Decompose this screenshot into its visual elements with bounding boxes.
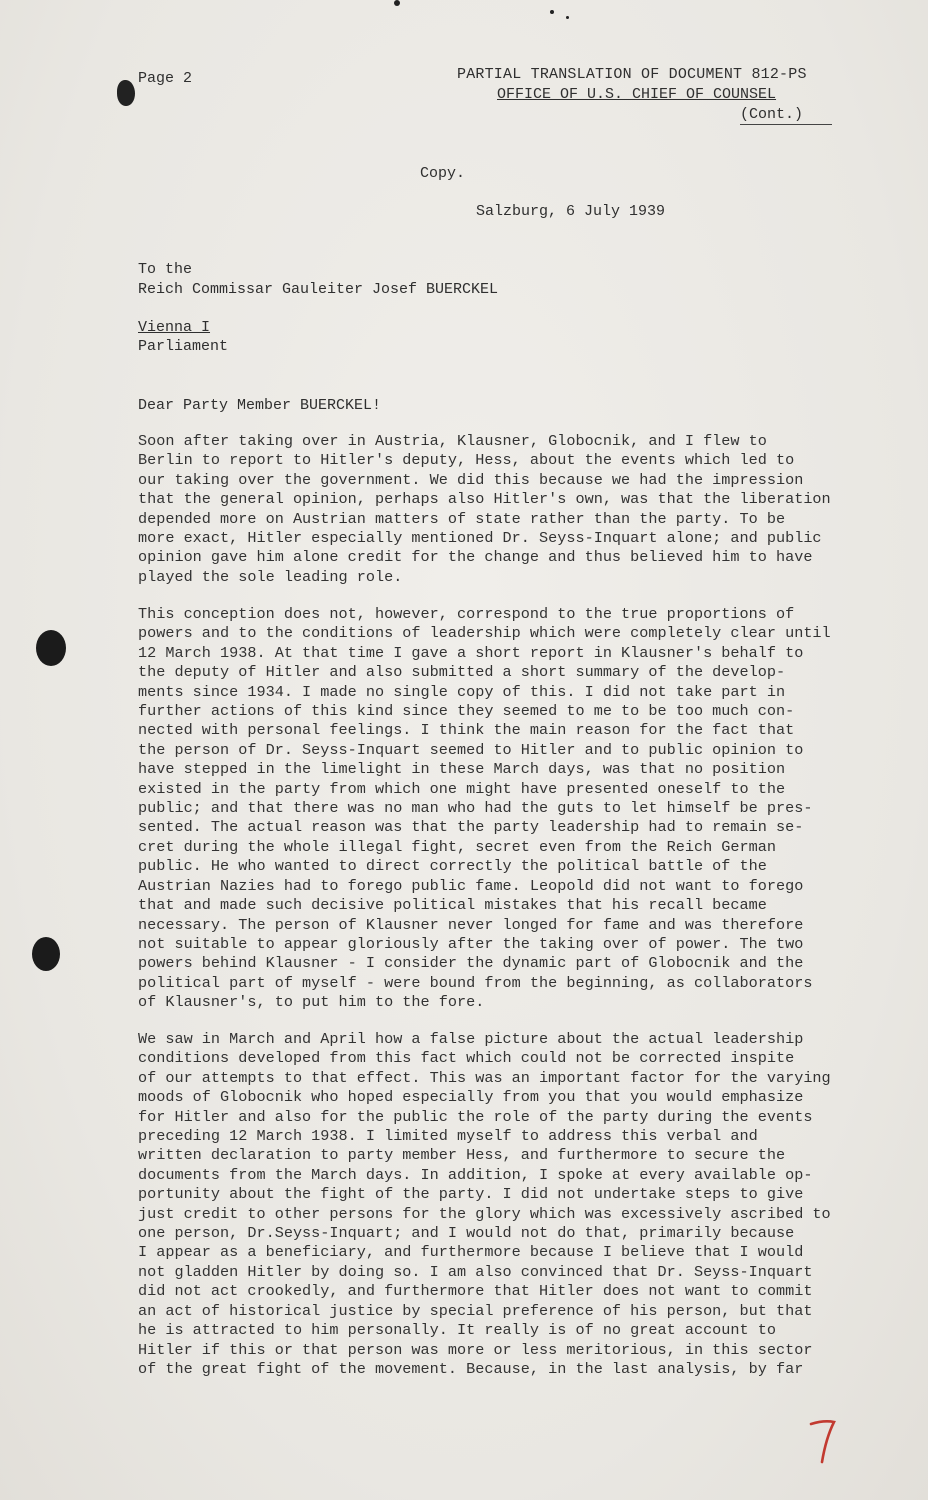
header-underline bbox=[740, 124, 832, 125]
body-paragraph-2 bbox=[138, 605, 883, 1013]
text-line: that and made such decisive political mistakes that his recall became bbox=[138, 896, 767, 915]
punch-hole bbox=[36, 630, 66, 666]
text-line: did not act crookedly, and furthermore that Hitler does not want to commit bbox=[138, 1282, 813, 1301]
handwritten-page-number bbox=[808, 1418, 838, 1466]
header-title: PARTIAL TRANSLATION OF DOCUMENT 812-PS bbox=[457, 66, 807, 83]
text-line: powers and to the conditions of leadership which were completely clear until bbox=[138, 624, 831, 643]
page-label: Page 2 bbox=[138, 70, 193, 87]
address-city: Vienna I bbox=[138, 319, 211, 336]
text-line: Austrian Nazies had to forego public fame. Leopold did not want to forego bbox=[138, 876, 804, 895]
text-line: of our attempts to that effect. This was an important factor for the varying bbox=[138, 1068, 831, 1087]
text-line: not gladden Hitler by doing so. I am also convinced that Dr. Seyss-Inquart bbox=[138, 1262, 813, 1281]
text-line: depended more on Austrian matters of state rather than the party. To be bbox=[138, 509, 786, 528]
text-line: our taking over the government. We did this because we had the impression bbox=[138, 470, 804, 489]
copy-label: Copy. bbox=[420, 165, 466, 182]
text-line: one person, Dr.Seyss-Inquart; and I would not do that, primarily because bbox=[138, 1224, 795, 1243]
text-line: Soon after taking over in Austria, Klausner, Globocnik, and I flew to bbox=[138, 432, 767, 450]
text-line: just credit to other persons for the glory which was excessively ascribed to bbox=[138, 1204, 831, 1223]
text-line: conditions developed from this fact which could not be corrected inspite bbox=[138, 1049, 795, 1068]
text-line: We saw in March and April how a false picture about the actual leadership bbox=[138, 1030, 804, 1048]
text-line: an act of historical justice by special preference of his person, but that bbox=[138, 1301, 813, 1320]
body-paragraph-3 bbox=[138, 1030, 883, 1379]
text-line: for Hitler and also for the public the role of the party during the events bbox=[138, 1107, 813, 1126]
text-line: he is attracted to him personally. It really is of no great account to bbox=[138, 1321, 776, 1340]
text-line: cret during the whole illegal fight, secret even from the Reich German bbox=[138, 837, 776, 856]
text-line: political part of myself - were bound from the beginning, as collaborators bbox=[138, 973, 813, 992]
text-line: the person of Dr. Seyss-Inquart seemed to Hitler and to public opinion to bbox=[138, 740, 804, 759]
text-line: public. He who wanted to direct correctly the political battle of the bbox=[138, 857, 767, 876]
text-line: existed in the party from which one might have presented oneself to the bbox=[138, 779, 786, 798]
address-to: To the bbox=[138, 261, 193, 278]
ink-smudge bbox=[394, 0, 400, 6]
place-date: Salzburg, 6 July 1939 bbox=[476, 203, 666, 220]
text-line: that the general opinion, perhaps also Hitler's own, was that the liberation bbox=[138, 490, 831, 509]
text-line: 12 March 1938. At that time I gave a short report in Klausner's behalf to bbox=[138, 643, 804, 662]
text-line: of Klausner's, to put him to the fore. bbox=[138, 993, 485, 1012]
body-paragraph-1 bbox=[138, 432, 883, 587]
text-line: Berlin to report to Hitler's deputy, Hess, about the events which led to bbox=[138, 451, 795, 470]
text-line: not suitable to appear gloriously after the taking over of power. The two bbox=[138, 934, 804, 953]
text-line: necessary. The person of Klausner never longed for fame and was therefore bbox=[138, 915, 804, 934]
text-line: preceding 12 March 1938. I limited myself to address this verbal and bbox=[138, 1127, 758, 1146]
header-office: OFFICE OF U.S. CHIEF OF COUNSEL bbox=[497, 86, 777, 103]
ink-smudge bbox=[550, 10, 554, 14]
text-line: Hitler if this or that person was more or less meritorious, in this sector bbox=[138, 1340, 813, 1359]
text-line: further actions of this kind since they seemed to me to be too much con- bbox=[138, 702, 795, 721]
address-building: Parliament bbox=[138, 338, 229, 355]
address-recipient: Reich Commissar Gauleiter Josef BUERCKEL bbox=[138, 281, 499, 298]
text-line: This conception does not, however, correspond to the true proportions of bbox=[138, 605, 795, 623]
text-line: the deputy of Hitler and also submitted a short summary of the develop- bbox=[138, 663, 786, 682]
text-line: I appear as a beneficiary, and furthermore because I believe that I would bbox=[138, 1243, 804, 1262]
text-line: have stepped in the limelight in these March days, was that no position bbox=[138, 760, 786, 779]
text-line: moods of Globocnik who hoped especially from you that you would emphasize bbox=[138, 1088, 804, 1107]
text-line: written declaration to party member Hess, and furthermore to secure the bbox=[138, 1146, 786, 1165]
text-line: sented. The actual reason was that the party leadership had to remain se- bbox=[138, 818, 804, 837]
text-line: portunity about the fight of the party. I did not undertake steps to give bbox=[138, 1185, 804, 1204]
text-line: opinion gave him alone credit for the change and thus believed him to have bbox=[138, 548, 813, 567]
ink-blot bbox=[117, 80, 135, 106]
text-line: more exact, Hitler especially mentioned Dr. Seyss-Inquart alone; and public bbox=[138, 529, 822, 548]
ink-smudge bbox=[566, 16, 569, 19]
text-line: nected with personal feelings. I think the main reason for the fact that bbox=[138, 721, 795, 740]
text-line: ments since 1934. I made no single copy of this. I did not take part in bbox=[138, 682, 786, 701]
punch-hole bbox=[32, 937, 60, 971]
text-line: public; and that there was no man who had the guts to let himself be pres- bbox=[138, 799, 813, 818]
text-line: played the sole leading role. bbox=[138, 567, 403, 586]
text-line: of the great fight of the movement. Because, in the last analysis, by far bbox=[138, 1359, 804, 1378]
salutation: Dear Party Member BUERCKEL! bbox=[138, 397, 382, 414]
text-line: documents from the March days. In addition, I spoke at every available op- bbox=[138, 1165, 813, 1184]
header-continued: (Cont.) bbox=[740, 106, 804, 123]
text-line: powers behind Klausner - I consider the dynamic part of Globocnik and the bbox=[138, 954, 804, 973]
